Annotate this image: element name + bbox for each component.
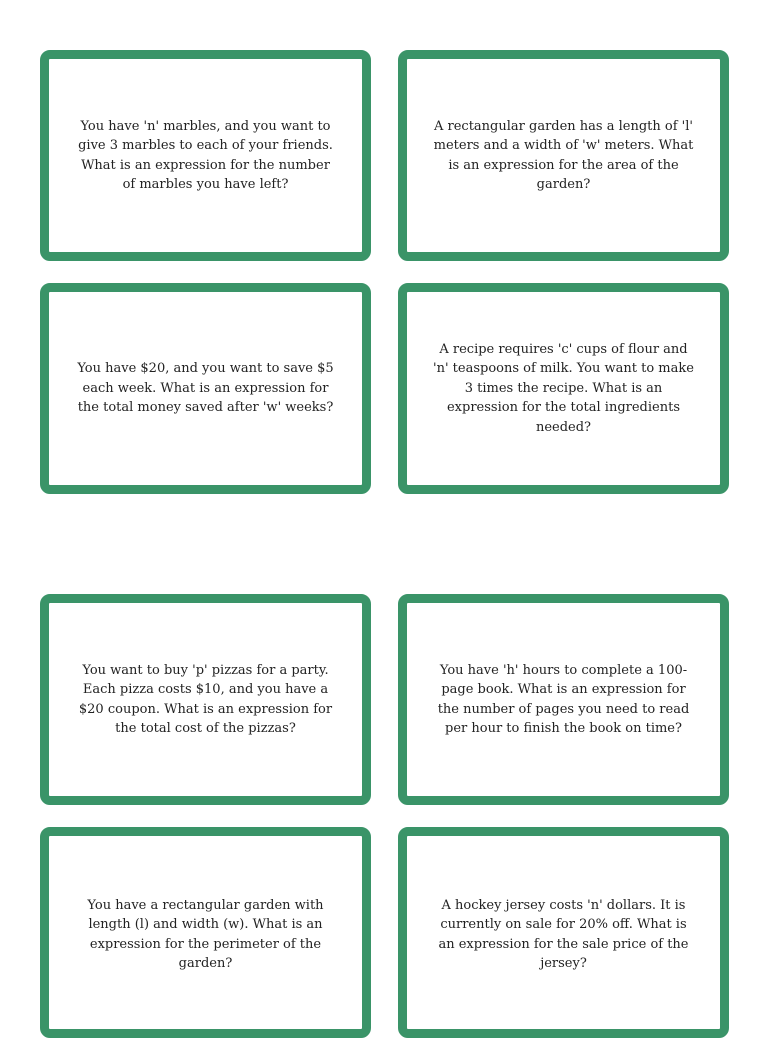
problem-card-hockey-jersey — [398, 827, 729, 1038]
problem-card-savings — [40, 283, 371, 494]
card-question: A recipe requires 'c' cups of flour and 'n' teaspoons of milk. You want to make 3 times the recipe. What is an expression for the total ingredients needed? — [433, 341, 694, 435]
problem-card-garden-area — [398, 50, 729, 261]
problem-card-marbles — [40, 50, 371, 261]
card-question: You have 'n' marbles, and you want to give 3 marbles to each of your friends. What is an expression for the number of marbles you have left? — [78, 118, 333, 192]
problem-card-pizzas — [40, 594, 371, 805]
problem-card-garden-perimeter — [40, 827, 371, 1038]
card-question: You have a rectangular garden with length (l) and width (w). What is an expression for the perimeter of the garden? — [87, 897, 324, 971]
card-question: You have 'h' hours to complete a 100-page book. What is an expression for the number of pages you need to read per hour to finish the book on time? — [437, 662, 690, 736]
card-question: A hockey jersey costs 'n' dollars. It is currently on sale for 20% off. What is an expression for the sale price of the jersey? — [438, 897, 689, 971]
problem-card-book-reading — [398, 594, 729, 805]
card-question: A rectangular garden has a length of 'l' meters and a width of 'w' meters. What is an expression for the area of the garden? — [433, 118, 694, 192]
card-question: You want to buy 'p' pizzas for a party. Each pizza costs $10, and you have a $20 coupon. What is an expression for the total cost of the pizzas? — [78, 662, 333, 736]
card-question: You have $20, and you want to save $5 each week. What is an expression for the total money saved after 'w' weeks? — [77, 361, 334, 416]
problem-card-recipe — [398, 283, 729, 494]
